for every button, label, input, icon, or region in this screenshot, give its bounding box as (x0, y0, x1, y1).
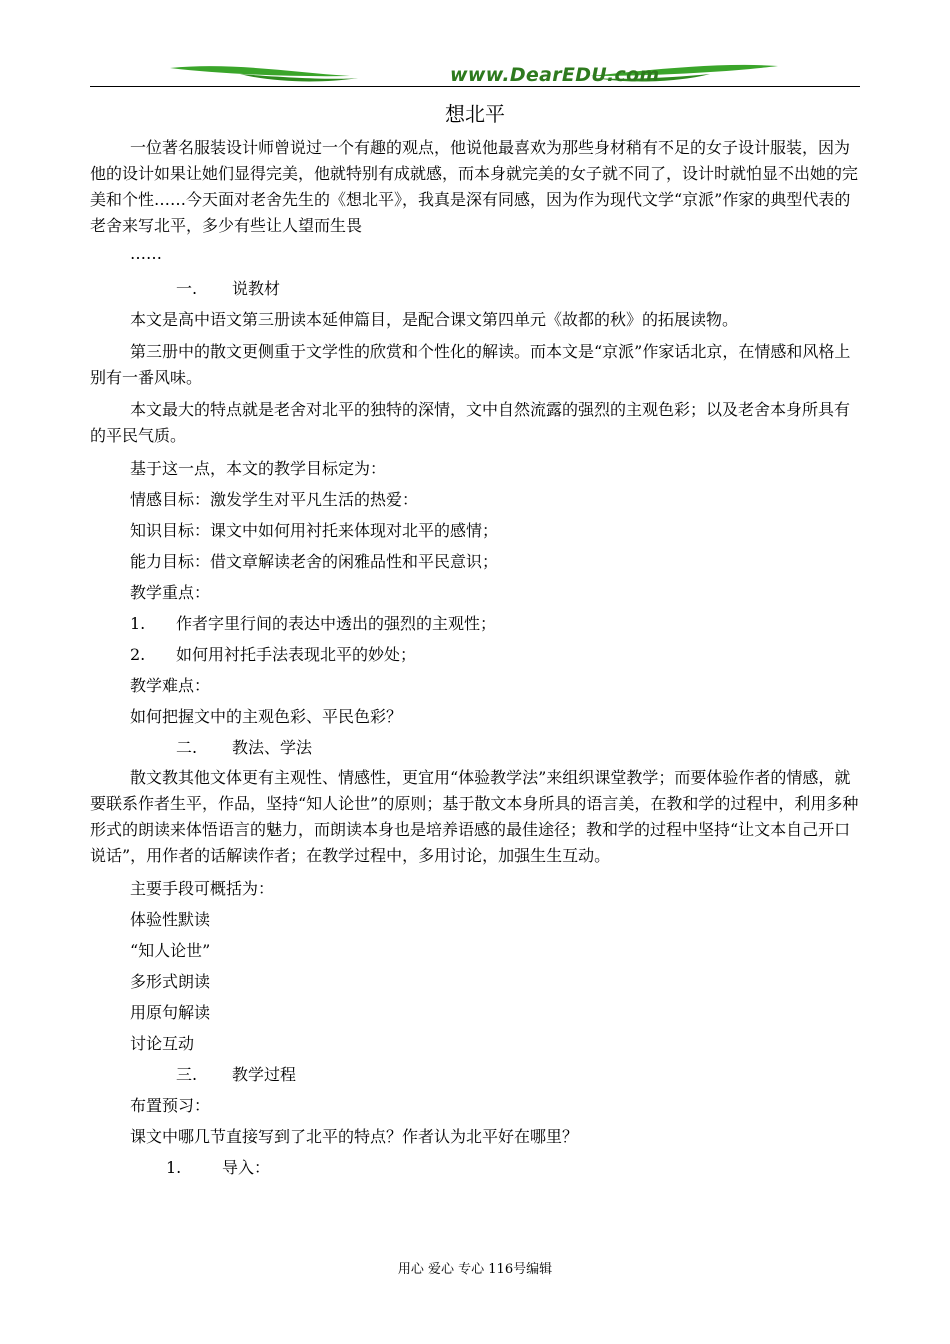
list-number: 1. (130, 614, 146, 633)
prep-label: 布置预习： (130, 1096, 211, 1115)
means-intro: 主要手段可概括为： (130, 879, 275, 898)
section-title: 说教材 (232, 279, 281, 298)
document-body (90, 135, 860, 1183)
list-item (90, 608, 860, 639)
section-number: 三. (176, 1065, 198, 1084)
paragraph: 第三册中的散文更侧重于文学性的欣赏和个性化的解读。而本文是“京派”作家话北京，在情感和风格上别有一番风味。 (90, 342, 851, 387)
prep-question: 课文中哪几节直接写到了北平的特点？作者认为北平好在哪里？ (130, 1127, 579, 1146)
intro-paragraph: 一位著名服装设计师曾说过一个有趣的观点，他说他最喜欢为那些身材稍有不足的女子设计服装，因为他的设计如果让她们显得完美，他就特别有成就感，而本身就完美的女子就不同了，设计时就怕显不出她的完美和个性……今天面对老舍先生的《想北平》，我真是深有同感，因为作为现代文学“京派”作家的典型代表的老舍来写北平，多少有些让人望而生畏 (90, 138, 859, 235)
list-item: 多形式朗读 (130, 972, 211, 991)
page-footer: 用心 爱心 专心 116号编辑 (397, 1262, 553, 1277)
header-rule (90, 86, 860, 87)
step-title: 导入： (222, 1158, 271, 1177)
page-title: 想北平 (445, 102, 505, 126)
section-number: 二. (176, 738, 198, 757)
goal-knowledge: 知识目标：课文中如何用衬托来体现对北平的感情； (130, 521, 499, 540)
section-title: 教法、学法 (232, 738, 313, 757)
paragraph: 本文最大的特点就是老舍对北平的独特的深情，文中自然流露的强烈的主观色彩；以及老舍本身所具有的平民气质。 (90, 400, 851, 445)
step-number: 1. (166, 1158, 182, 1177)
difficulty-label: 教学难点： (130, 676, 211, 695)
list-text: 作者字里行间的表达中透出的强烈的主观性； (176, 614, 497, 633)
site-name: www.DearEDU.com (450, 64, 660, 86)
step-heading (90, 1152, 860, 1183)
list-number: 2. (130, 645, 146, 664)
list-item (90, 639, 860, 670)
list-item: “知人论世” (130, 941, 211, 960)
list-text: 如何用衬托手法表现北平的妙处； (176, 645, 417, 664)
section-heading-3 (90, 1059, 860, 1090)
difficulty-text: 如何把握文中的主观色彩、平民色彩？ (130, 707, 403, 726)
key-points-label: 教学重点： (130, 583, 211, 602)
section-number: 一. (176, 279, 198, 298)
section-heading-2 (90, 732, 860, 763)
goal-emotion: 情感目标：激发学生对平凡生活的热爱： (130, 490, 419, 509)
list-item: 体验性默读 (130, 910, 211, 929)
section-title: 教学过程 (232, 1065, 297, 1084)
section-heading-1 (90, 273, 860, 304)
list-item: 用原句解读 (130, 1003, 211, 1022)
intro-ellipsis: …… (130, 244, 162, 263)
paragraph: 散文教其他文体更有主观性、情感性，更宜用“体验教学法”来组织课堂教学；而要体验作者的情感，就要联系作者生平，作品，坚持“知人论世”的原则；基于散文本身所具的语言美，在教和学的过程中，利用多种形式的朗读来体悟语言的魅力，而朗读本身也是培养语感的最佳途径；教和学的过程中坚持“让文本自己开口说话”，用作者的话解读作者；在教学过程中，多用讨论，加强生生互动。 (90, 768, 859, 865)
goal-ability: 能力目标：借文章解读老舍的闲雅品性和平民意识； (130, 552, 499, 571)
paragraph: 本文是高中语文第三册读本延伸篇目，是配合课文第四单元《故都的秋》的拓展读物。 (130, 310, 739, 329)
goals-intro: 基于这一点，本文的教学目标定为： (130, 459, 387, 478)
list-item: 讨论互动 (130, 1034, 195, 1053)
